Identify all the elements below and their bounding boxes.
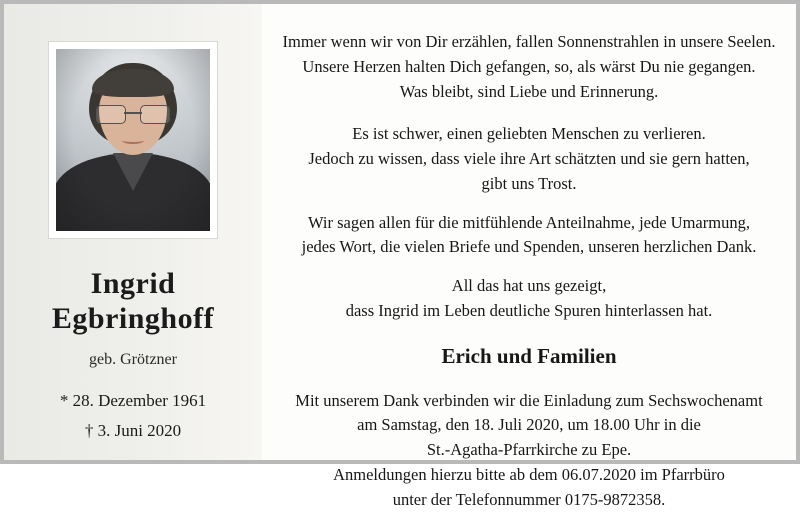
paragraph-loss (308, 122, 749, 196)
invitation-line: St.-Agatha-Pfarrkirche zu Epe. (295, 438, 762, 463)
death-date: † 3. Juni 2020 (60, 421, 206, 441)
verse-line: Was bleibt, sind Liebe und Erinnerung. (282, 80, 775, 105)
paragraph-line: Wir sagen allen für die mitfühlende Anteilnahme, jede Umarmung, (302, 211, 757, 236)
invitation-line: unter der Telefonnummer 0175-9872358. (295, 488, 762, 512)
maiden-name: geb. Grötzner (89, 351, 177, 369)
life-dates (60, 391, 206, 451)
paragraph-line: Es ist schwer, einen geliebten Menschen zu verlieren. (308, 122, 749, 147)
invitation-line: Mit unserem Dank verbinden wir die Einladung zum Sechswochenamt (295, 389, 762, 414)
family-signature: Erich und Familien (441, 344, 616, 369)
paragraph-legacy (346, 274, 713, 324)
birth-date: * 28. Dezember 1961 (60, 391, 206, 411)
invitation-line: Anmeldungen hierzu bitte ab dem 06.07.2020 im Pfarrbüro (295, 463, 762, 488)
invitation-text (295, 389, 762, 512)
paragraph-line: All das hat uns gezeigt, (346, 274, 713, 299)
invitation-line: am Samstag, den 18. Juli 2020, um 18.00 Uhr in die (295, 413, 762, 438)
portrait-frame (49, 42, 217, 238)
paragraph-line: dass Ingrid im Leben deutliche Spuren hinterlassen hat. (346, 299, 713, 324)
deceased-name (52, 266, 214, 337)
deceased-first-name: Ingrid (52, 266, 214, 301)
paragraph-line: gibt uns Trost. (308, 172, 749, 197)
deceased-last-name: Egbringhoff (52, 301, 214, 336)
right-column (262, 4, 796, 460)
verse-line: Immer wenn wir von Dir erzählen, fallen Sonnenstrahlen in unsere Seelen. (282, 30, 775, 55)
paragraph-line: Jedoch zu wissen, dass viele ihre Art schätzten und sie gern hatten, (308, 147, 749, 172)
portrait-vignette (56, 49, 210, 231)
paragraph-line: jedes Wort, die vielen Briefe und Spenden, unseren herzlichen Dank. (302, 235, 757, 260)
memorial-verse (282, 30, 775, 104)
paragraph-thanks (302, 211, 757, 261)
left-column (4, 4, 262, 460)
portrait-photo (56, 49, 210, 231)
verse-line: Unsere Herzen halten Dich gefangen, so, als wärst Du nie gegangen. (282, 55, 775, 80)
